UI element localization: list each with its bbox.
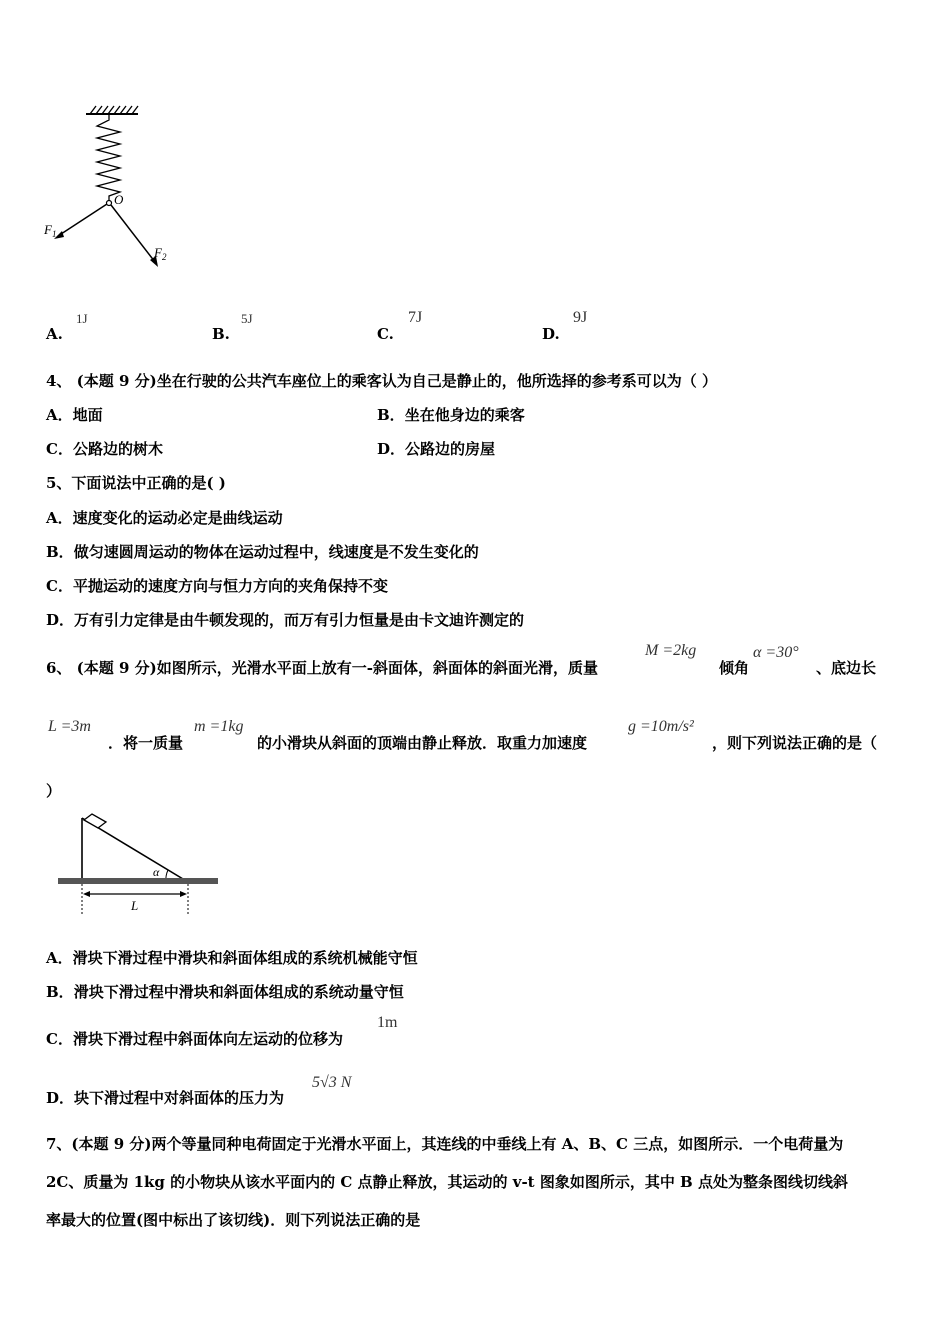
q6-mass-big: M =2kg — [645, 642, 697, 659]
option-letter: D． — [46, 1089, 75, 1107]
q6-option-b[interactable] — [46, 981, 404, 1002]
force-f2-subscript: 2 — [161, 252, 167, 262]
q7-line1: 7、(本题 9 分)两个等量同种电荷固定于光滑水平面上，其连线的中垂线上有 A、B、C 三点，如图所示．一个电荷量为 — [46, 1135, 844, 1153]
option-text: 速度变化的运动必定是曲线运动 — [72, 509, 283, 527]
q4-option-b[interactable] — [377, 404, 525, 425]
incline-figure — [46, 810, 231, 920]
option-letter: B． — [46, 983, 74, 1001]
q6-option-c[interactable] — [46, 1028, 343, 1049]
q6-stem-part6: ，则下列说法正确的是（ — [712, 734, 878, 752]
q4-option-a[interactable] — [46, 404, 103, 425]
q3-option-value: 5J — [241, 311, 253, 326]
option-text: 滑块下滑过程中斜面体向左运动的位移为 — [72, 1030, 343, 1048]
option-letter: A． — [46, 406, 73, 424]
option-text: 公路边的树木 — [72, 440, 163, 458]
option-text: 地面 — [72, 406, 103, 424]
q5-option-b[interactable] — [46, 541, 479, 562]
q4-option-c[interactable] — [46, 438, 163, 459]
q7-line2: 2C、质量为 1kg 的小物块从该水平面内的 C 点静止释放，其运动的 v-t 图象如图所示，其中 B 点处为整条图线切线斜 — [46, 1173, 848, 1191]
q3-option-letter: C. — [377, 325, 394, 343]
option-text: 滑块下滑过程中滑块和斜面体组成的系统动量守恒 — [73, 983, 404, 1001]
q4-stem: 4、 (本题 9 分)坐在行驶的公共汽车座位上的乘客认为自己是静止的，他所选择的参考系可以为（ ） — [46, 372, 717, 390]
spring-force-figure — [40, 100, 190, 275]
option-letter: A． — [46, 509, 73, 527]
q6-option-c-math: 1m — [377, 1014, 398, 1031]
option-text: 滑块下滑过程中滑块和斜面体组成的系统机械能守恒 — [72, 949, 418, 967]
option-letter: A． — [46, 949, 73, 967]
option-letter: C． — [46, 1030, 73, 1048]
svg-text:F2 — [153, 245, 167, 262]
option-letter: D． — [377, 440, 406, 458]
q4-option-d[interactable] — [377, 438, 495, 459]
q6-option-d[interactable] — [46, 1087, 284, 1108]
q6-option-a[interactable] — [46, 947, 418, 968]
option-text: 公路边的房屋 — [405, 440, 496, 458]
q5-stem: 5、下面说法中正确的是( ) — [46, 474, 226, 492]
option-letter: C． — [46, 440, 73, 458]
option-text: 坐在他身边的乘客 — [404, 406, 525, 424]
option-letter: B． — [377, 406, 405, 424]
q3-option-value: 1J — [76, 311, 88, 326]
option-text: 做匀速圆周运动的物体在运动过程中，线速度是不发生变化的 — [73, 543, 479, 561]
q3-option-letter: B. — [212, 325, 230, 343]
q6-stem-part1: 6、 (本题 9 分)如图所示，光滑水平面上放有一-斜面体，斜面体的斜面光滑，质量 — [46, 659, 598, 677]
q6-stem-part2: 倾角 — [719, 659, 750, 677]
q6-stem-part5: 的小滑块从斜面的顶端由静止释放．取重力加速度 — [257, 734, 588, 752]
q5-option-a[interactable] — [46, 507, 283, 528]
q5-option-d[interactable] — [46, 609, 524, 630]
q3-option-value: 7J — [408, 309, 423, 326]
option-letter: D． — [46, 611, 75, 629]
option-text: 块下滑过程中对斜面体的压力为 — [74, 1089, 285, 1107]
q6-angle: α =30° — [753, 644, 799, 661]
alpha-label: α — [153, 865, 160, 879]
force-f1-label: F — [44, 222, 52, 237]
q3-option-letter: D. — [542, 325, 560, 343]
q3-option-value: 9J — [573, 309, 588, 326]
force-f1-subscript: 1 — [51, 229, 57, 239]
q7-line3: 率最大的位置(图中标出了该切线)．则下列说法正确的是 — [46, 1211, 421, 1229]
q6-gravity: g =10m/s² — [628, 718, 694, 735]
option-letter: C． — [46, 577, 73, 595]
q6-stem-part3: 、底边长 — [816, 659, 877, 677]
svg-text:F1 — [43, 222, 56, 239]
q6-stem-part4: ．将一质量 — [108, 734, 184, 752]
q6-option-d-math: 5√3 N — [312, 1074, 352, 1091]
option-letter: B． — [46, 543, 74, 561]
length-label: L — [131, 898, 139, 913]
q5-option-c[interactable] — [46, 575, 388, 596]
point-o-label: O — [114, 192, 124, 207]
q6-mass-small: m =1kg — [194, 718, 244, 735]
q3-option-letter: A. — [46, 325, 63, 343]
q6-stem-close: ） — [46, 782, 62, 800]
q6-length: L =3m — [48, 718, 91, 735]
option-text: 平抛运动的速度方向与恒力方向的夹角保持不变 — [72, 577, 388, 595]
option-text: 万有引力定律是由牛顿发现的，而万有引力恒量是由卡文迪许测定的 — [74, 611, 525, 629]
force-f2-label: F — [154, 245, 162, 260]
